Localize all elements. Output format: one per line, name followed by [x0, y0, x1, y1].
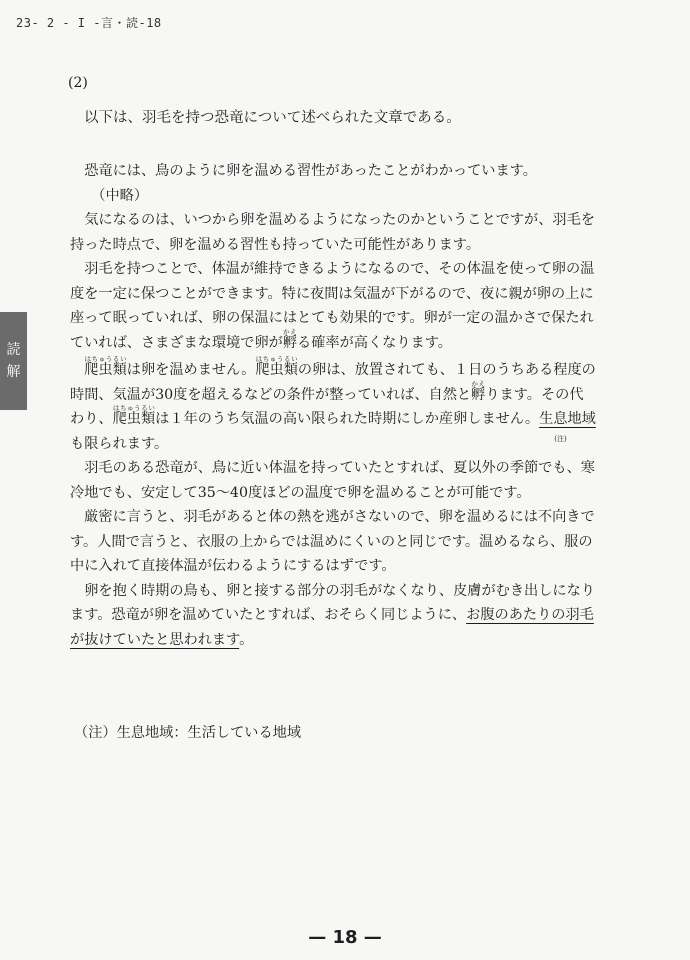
text-run: 羽毛を持つことで、体温が維持できるようになるので、その体温を使って卵の温度を一定に保つことができます。特に夜間は気温が下がるので、夜に親が卵の上に座って眠っていれば、卵の保温にはとても効果的です。卵が一定の温かさで保たれていれば、さまざまな環境で卵が — [70, 261, 595, 351]
paragraph: 恐竜には、鳥のように卵を温める習性があったことがわかっています。 — [84, 163, 537, 179]
paragraph — [70, 579, 596, 653]
section-tab-char: 解 — [6, 364, 21, 380]
question-intro: 以下は、羽毛を持つ恐竜について述べられた文章である。 — [84, 110, 461, 126]
paragraph: 厳密に言うと、羽毛があると体の熱を逃がさないので、卵を温めるには不向きです。人間で言うと、衣服の上からでは温めにくいのと同じです。温めるなら、服の中に入れて直接体温が伝わるようにするはずです。 — [70, 509, 595, 574]
ruby-reading: かえ — [471, 379, 486, 388]
ruby-word — [84, 355, 127, 378]
ruby-reading: かえ — [282, 327, 298, 336]
ruby-word — [255, 355, 298, 378]
annotated-term — [539, 411, 596, 443]
paragraph — [70, 257, 596, 355]
ruby-word — [471, 379, 486, 403]
ruby-word — [112, 404, 156, 427]
ruby-reading: はちゅうるい — [84, 355, 127, 363]
ruby-base: 爬虫類 — [112, 411, 156, 427]
exam-code: 23- 2 - I -言・読-18 — [16, 16, 162, 30]
ruby-base: 爬虫類 — [84, 362, 127, 378]
text-run: ります。その代わり、 — [70, 386, 584, 427]
text-run: の卵は、放置されても、１日のうちある程度の時間、気温が30度を超えるなどの条件が整っていれば、自然と — [70, 362, 596, 403]
text-run: る確率が高くなります。 — [297, 334, 452, 351]
footnote: （注）生息地域：生活している地域 — [74, 725, 302, 741]
omission-marker: （中略） — [91, 187, 149, 204]
ruby-base: 爬虫類 — [255, 362, 298, 378]
text-run: は１年のうち気温の高い限られた時期にしか産卵しません。 — [155, 411, 540, 427]
section-tab-char: 読 — [6, 342, 21, 358]
annotated-term-text: 生息地域 — [539, 411, 596, 427]
ruby-reading: はちゅうるい — [255, 355, 298, 363]
text-run: は卵を温めません。 — [126, 362, 256, 378]
paragraph: 羽毛のある恐竜が、鳥に近い体温を持っていたとすれば、夏以外の季節でも、寒冷地でも、安定して35〜40度ほどの温度で卵を温めることが可能です。 — [70, 460, 595, 501]
paragraph — [70, 355, 596, 456]
page-number: — 18 — — [308, 927, 382, 948]
section-tab-reading — [0, 312, 27, 410]
passage — [70, 159, 596, 652]
note-marker: (注) — [554, 435, 567, 443]
ruby-base: 孵 — [282, 334, 298, 351]
text-run: 。 — [239, 631, 254, 648]
ruby-reading: はちゅうるい — [112, 404, 156, 412]
ruby-base: 孵 — [471, 386, 486, 403]
text-run: 卵を抱く時期の鳥も、卵と接する部分の羽毛がなくなり、皮膚がむき出しになります。恐竜が卵を温めていたとすれば、おそらく同じように、 — [70, 582, 595, 623]
question-number: (2) — [68, 75, 88, 91]
ruby-word — [282, 327, 298, 351]
paragraph: 気になるのは、いつから卵を温めるようになったのかということですが、羽毛を持った時点で、卵を温める習性も持っていた可能性があります。 — [70, 212, 595, 253]
underlined-passage: お腹のあたりの羽毛が抜けていたと思われます — [70, 607, 594, 648]
text-run: も限られます。 — [70, 435, 169, 452]
